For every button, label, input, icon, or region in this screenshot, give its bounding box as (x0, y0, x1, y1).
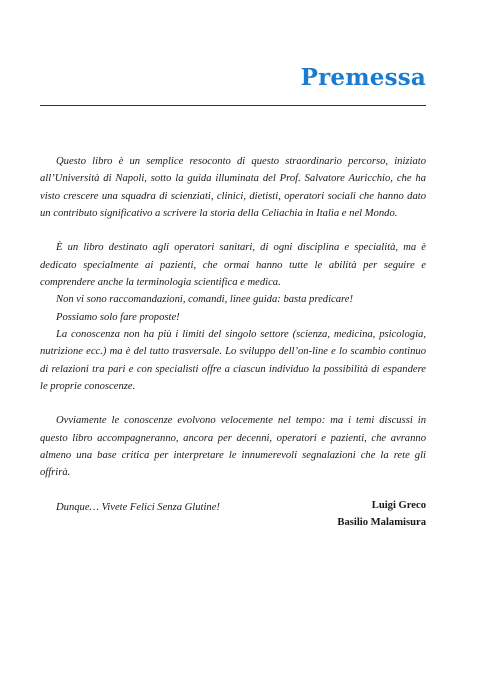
paragraph: Questo libro è un semplice resoconto di questo straordinario percorso, iniziato all’Università di Napoli, sotto la guida illuminata del Prof. Salvatore Auricchio, che ha visto crescere una squadra di scienziati, clinici, dietisti, operatori sociali che hanno dato un contributo significativo a scrivere la storia della Celiachia in Italia e nel Mondo. (40, 156, 426, 219)
paragraph: La conoscenza non ha più i limiti del singolo settore (scienza, medicina, psicologia, nutrizione ecc.) ma è del tutto trasversale. Lo sviluppo dell’on-line e lo scambio continuo di relazioni tra pari e con specialisti offre a ciascun individuo la possibilità di espandere le proprie conoscenze. (40, 328, 426, 392)
paragraph-gap (40, 222, 426, 239)
title-divider (40, 105, 426, 106)
paragraph: Possiamo solo fare proposte! (56, 311, 180, 323)
signature-block (337, 497, 426, 531)
closing-line: Dunque… Vivete Felici Senza Glutine! (56, 501, 220, 513)
author-name: Luigi Greco (371, 500, 426, 511)
paragraph: Non vi sono raccomandazioni, comandi, linee guida: basta predicare! (56, 294, 353, 306)
paragraph-gap (40, 395, 426, 412)
author-name: Basilio Malamisura (337, 517, 426, 528)
page-title: Premessa (300, 64, 426, 91)
body-text (40, 153, 426, 516)
paragraph: Ovviamente le conoscenze evolvono velocemente nel tempo: ma i temi discussi in questo libro accompagneranno, ancora per decenni, operatori e pazienti, che avranno almeno una base critica per interpretare le innumerevoli segnalazioni che la rete gli offrirà. (40, 415, 426, 479)
paragraph: È un libro destinato agli operatori sanitari, di ogni disciplina e specialità, ma è dedicato specialmente ai pazienti, che ormai hanno tutte le abilità per seguire e comprendere anche la terminologia scientifica e medica. (40, 242, 426, 289)
